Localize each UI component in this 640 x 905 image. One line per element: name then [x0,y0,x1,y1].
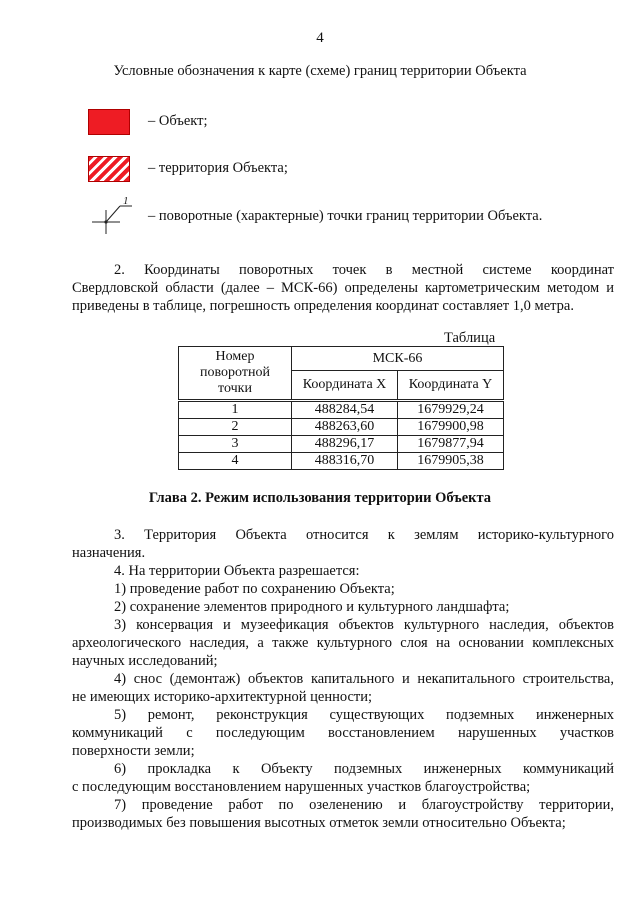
header-coordinate-system: МСК-66 [292,347,504,371]
cell-number: 2 [179,419,292,436]
para-3-line-1: 3. Территория Объекта относится к землям историко-культурного [114,527,614,543]
solid-red-square-icon [88,109,130,135]
hatched-red-square-icon [88,156,130,182]
item-2: 2) сохранение элементов природного и культурного ландшафта; [114,599,510,615]
page-number: 4 [316,30,324,46]
marker-label: 1 [123,196,129,207]
cell-x: 488263,60 [292,419,398,436]
item-5-line-1: 5) ремонт, реконструкция существующих подземных инженерных [114,707,614,723]
item-4-line-1: 4) снос (демонтаж) объектов капитального и некапитального строительства, [114,671,614,687]
cell-number: 3 [179,436,292,453]
table-row [179,436,504,453]
cell-x: 488316,70 [292,453,398,470]
legend-label-turning-points: – поворотные (характерные) точки границ территории Объекта. [148,208,543,224]
legend-title: Условные обозначения к карте (схеме) границ территории Объекта [113,63,527,79]
item-1: 1) проведение работ по сохранению Объекта; [114,581,395,597]
legend-item-territory [88,152,130,186]
header-y: Координата Y [398,371,504,401]
header-point-number: Номер поворотной точки [179,347,292,401]
legend-label-territory: – территория Объекта; [148,160,288,176]
item-5-line-2: коммуникаций с последующим восстановлением нарушенных участков [72,725,614,741]
turning-point-marker-icon [86,196,136,240]
header-x: Координата X [292,371,398,401]
para-2-first-line: 2. Координаты поворотных точек в местной системе координат [114,262,614,278]
cell-x: 488284,54 [292,401,398,419]
para-3-line-2: назначения. [72,545,146,561]
para-4: 4. На территории Объекта разрешается: [114,563,360,579]
cell-number: 1 [179,401,292,419]
coordinates-table [178,346,504,470]
cell-y: 1679900,98 [398,419,504,436]
cell-y: 1679877,94 [398,436,504,453]
table-caption: Таблица [444,330,496,346]
item-3-line-1: 3) консервация и музеефикация объектов культурного наследия, объектов [114,617,614,633]
item-3-line-2: археологического наследия, а также культурного слоя на основании комплексных [72,635,614,651]
item-5-line-3: поверхности земли; [72,743,195,759]
para-2-rest: Свердловской области (далее – МСК-66) определены картометрическим методом и приведены в таблице, погрешность определения координат составляет 1,0 метра. [72,280,614,314]
legend-item-object [88,105,130,139]
cell-y: 1679905,38 [398,453,504,470]
item-7-line-1: 7) проведение работ по озеленению и благоустройству территории, [114,797,614,813]
cell-number: 4 [179,453,292,470]
chapter-title: Глава 2. Режим использования территории Объекта [148,490,492,506]
cell-y: 1679929,24 [398,401,504,419]
table-row [179,401,504,419]
cell-x: 488296,17 [292,436,398,453]
item-6-line-1: 6) прокладка к Объекту подземных инженерных коммуникаций [114,761,614,777]
item-6-line-2: с последующим восстановлением нарушенных участков благоустройства; [72,779,531,795]
item-4-line-2: не имеющих историко-архитектурной ценности; [72,689,373,705]
item-3-line-3: научных исследований; [72,653,218,669]
table-row [179,453,504,470]
legend-label-object: – Объект; [148,113,208,129]
table-row [179,419,504,436]
item-7-line-2: производимых без повышения высотных отметок земли относительно Объекта; [72,815,566,831]
